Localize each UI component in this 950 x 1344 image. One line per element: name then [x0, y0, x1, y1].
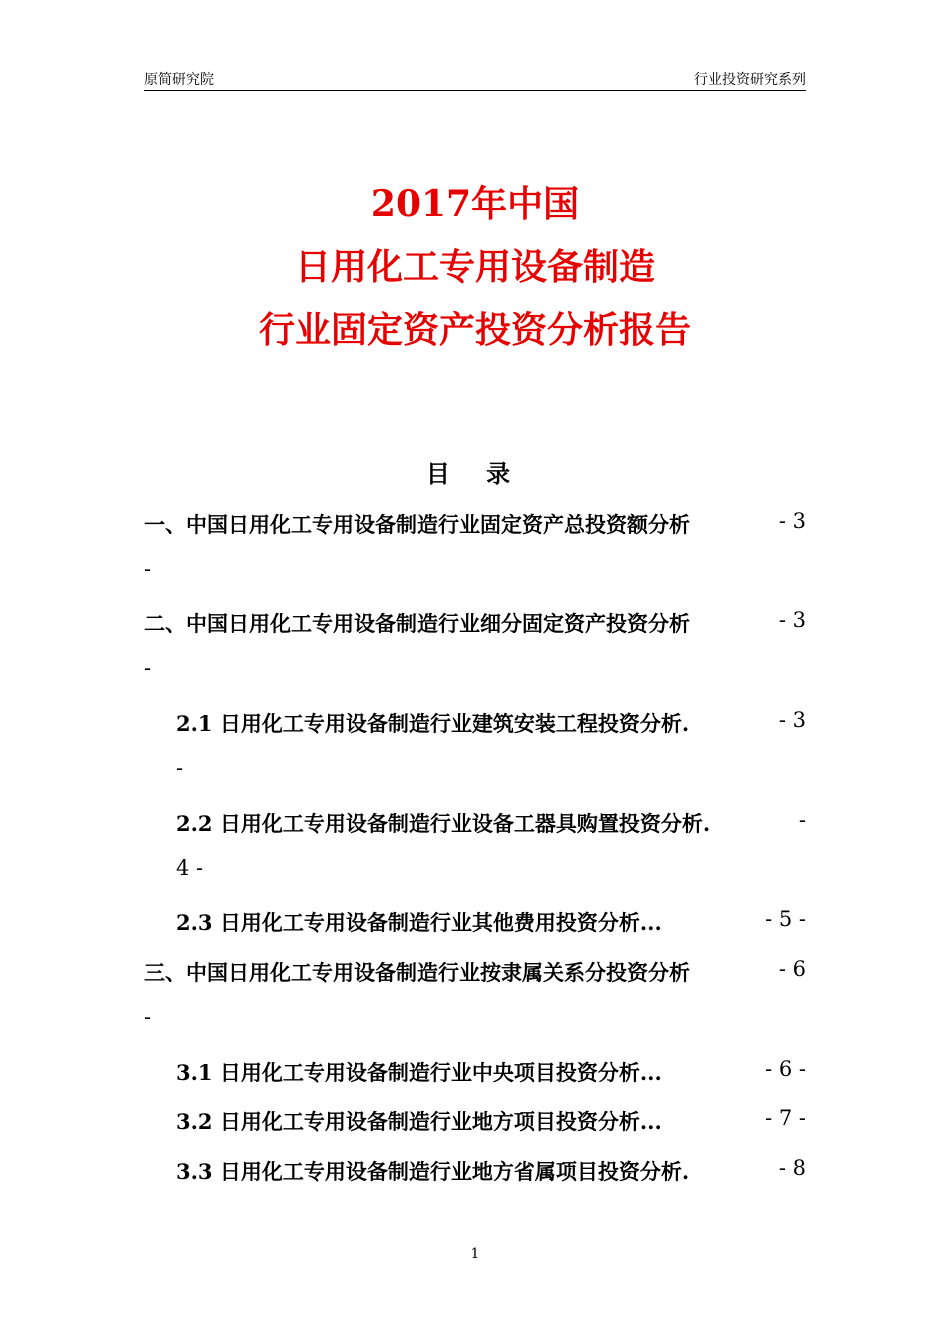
toc-entry-page: - 5 - [765, 907, 806, 931]
toc-entry-continuation: - [144, 557, 152, 581]
toc-entry-label: 二、中国日用化工专用设备制造行业细分固定资产投资分析 [144, 611, 690, 636]
toc-entry-continuation: - [176, 756, 184, 780]
toc-entry-label: 3.1 日用化工专用设备制造行业中央项目投资分析... [176, 1060, 662, 1085]
toc-entry-label: 2.2 日用化工专用设备制造行业设备工器具购置投资分析. [176, 811, 711, 836]
title-line-3: 行业固定资产投资分析报告 [258, 309, 691, 351]
toc-entry-page: - 3 [778, 509, 806, 533]
toc-entry-label: 2.1 日用化工专用设备制造行业建筑安装工程投资分析. [176, 711, 690, 736]
toc-entry-page: - 7 - [765, 1106, 806, 1130]
toc-entry-label: 三、中国日用化工专用设备制造行业按隶属关系分投资分析 [144, 960, 690, 985]
header-series: 行业投资研究系列 [694, 72, 806, 88]
toc-entry-page: - 6 - [765, 1057, 806, 1081]
toc-entry-continuation: - [144, 656, 152, 680]
toc-entry-label: 2.3 日用化工专用设备制造行业其他费用投资分析... [176, 910, 662, 935]
toc-entry-label: 3.2 日用化工专用设备制造行业地方项目投资分析... [176, 1109, 662, 1134]
toc-heading: 目 录 [425, 459, 525, 488]
toc-entry-continuation: - [144, 1005, 152, 1029]
page-header [144, 66, 806, 91]
toc-entry-label: 一、中国日用化工专用设备制造行业固定资产总投资额分析 [144, 512, 690, 537]
toc-entry-page: - [798, 808, 806, 832]
toc-entry-page: - 6 [778, 957, 806, 981]
toc-entry-page: - 8 [778, 1156, 806, 1180]
header-org: 原简研究院 [144, 72, 214, 88]
title-line-2: 日用化工专用设备制造 [294, 246, 655, 288]
toc-entry-label: 3.3 日用化工专用设备制造行业地方省属项目投资分析. [176, 1159, 690, 1184]
toc-entry-continuation: 4 - [176, 856, 204, 880]
title-line-1: 2017年中国 [370, 183, 580, 225]
toc-entry-page: - 3 [778, 608, 806, 632]
toc-entry-page: - 3 [778, 708, 806, 732]
page-number: 1 [470, 1246, 480, 1262]
